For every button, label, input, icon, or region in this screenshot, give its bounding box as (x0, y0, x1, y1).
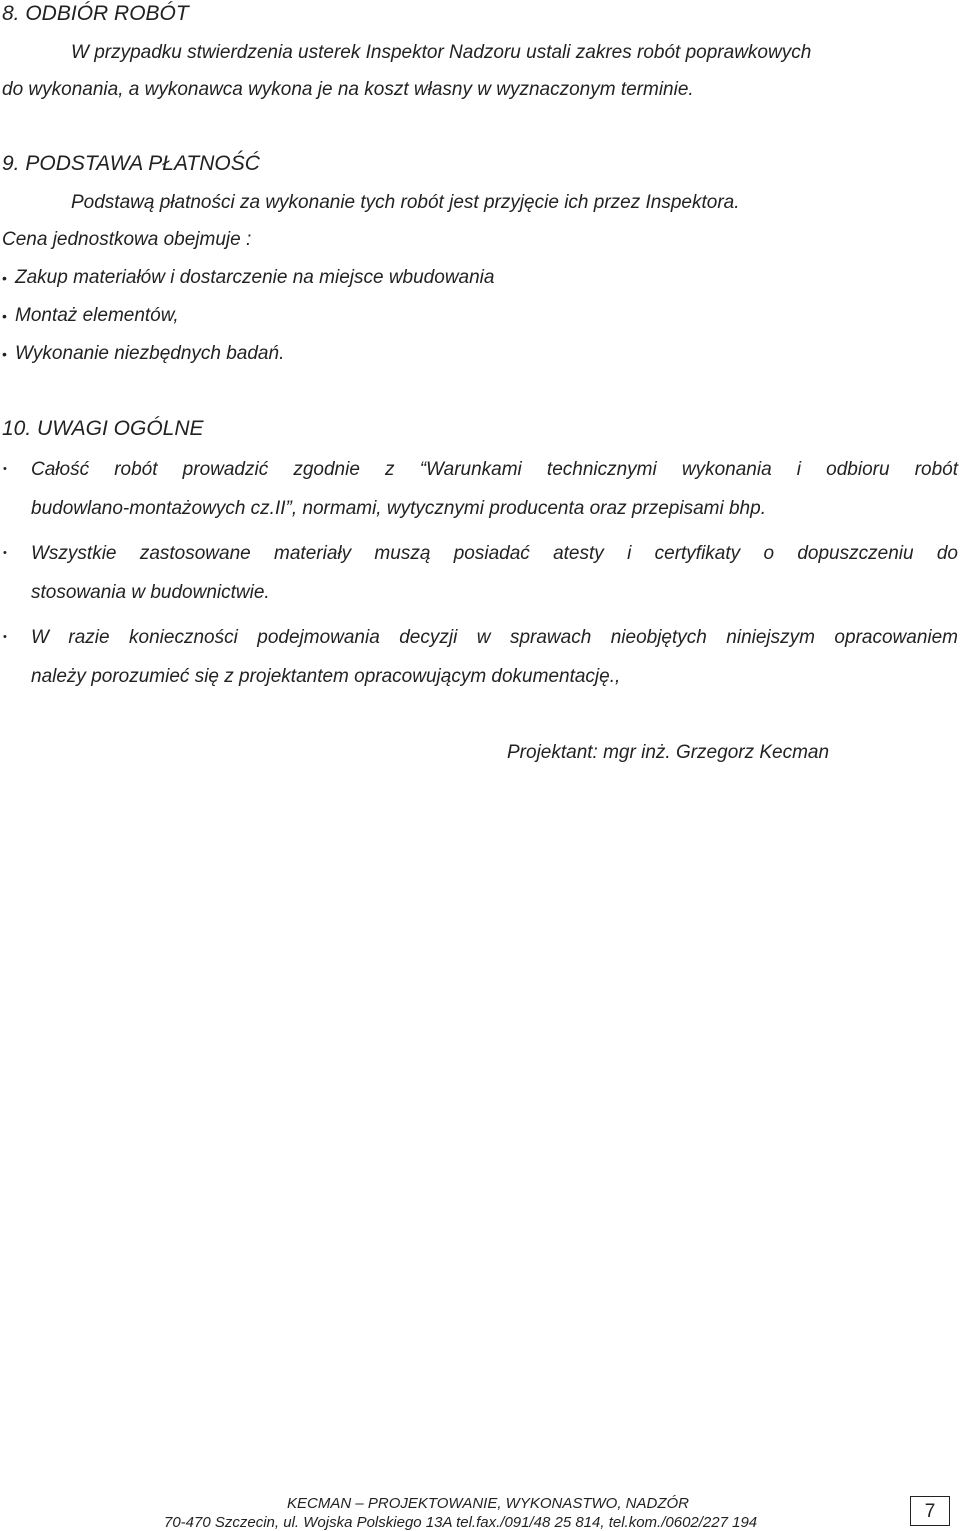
footer-company: KECMAN – PROJEKTOWANIE, WYKONASTWO, NADZÓR (287, 1495, 689, 1512)
section-9-intro: Cena jednostkowa obejmuje : (2, 229, 252, 250)
bullet-icon: • (3, 463, 7, 475)
list-item: Wykonanie niezbędnych badań. (15, 343, 285, 364)
section-8-heading: 8. ODBIÓR ROBÓT (2, 2, 189, 25)
section-10-item-1-line-2: budowlano-montażowych cz.II”, normami, wytycznymi producenta oraz przepisami bhp. (31, 498, 766, 519)
page-number: 7 (910, 1496, 950, 1526)
section-10-item-3-line-2: należy porozumieć się z projektantem opracowującym dokumentację., (31, 666, 621, 687)
list-item: Zakup materiałów i dostarczenie na miejsce wbudowania (15, 267, 495, 288)
list-item: Montaż elementów, (15, 305, 179, 326)
section-10-item-1-line-1: Całość robót prowadzić zgodnie z “Warunkami technicznymi wykonania i odbioru robót (31, 459, 958, 480)
section-9-paragraph: Podstawą płatności za wykonanie tych robót jest przyjęcie ich przez Inspektora. (71, 192, 740, 213)
bullet-icon: • (3, 547, 7, 559)
bullet-icon: • (2, 308, 7, 324)
section-8-paragraph-line-2: do wykonania, a wykonawca wykona je na koszt własny w wyznaczonym terminie. (2, 79, 694, 100)
section-9-heading: 9. PODSTAWA PŁATNOŚĆ (2, 152, 260, 175)
bullet-icon: • (2, 346, 7, 362)
footer-address: 70-470 Szczecin, ul. Wojska Polskiego 13A tel.fax./091/48 25 814, tel.kom./0602/227 194 (164, 1514, 758, 1531)
section-10-item-3-line-1: W razie konieczności podejmowania decyzji w sprawach nieobjętych niniejszym opracowaniem (31, 627, 958, 648)
section-10-heading: 10. UWAGI OGÓLNE (2, 417, 204, 440)
bullet-icon: • (3, 631, 7, 643)
section-10-item-2-line-1: Wszystkie zastosowane materiały muszą posiadać atesty i certyfikaty o dopuszczeniu do (31, 543, 958, 564)
section-10-item-2-line-2: stosowania w budownictwie. (31, 582, 270, 603)
signature: Projektant: mgr inż. Grzegorz Kecman (507, 742, 830, 763)
bullet-icon: • (2, 270, 7, 286)
section-8-paragraph-line-1: W przypadku stwierdzenia usterek Inspektor Nadzoru ustali zakres robót poprawkowych (71, 42, 812, 63)
